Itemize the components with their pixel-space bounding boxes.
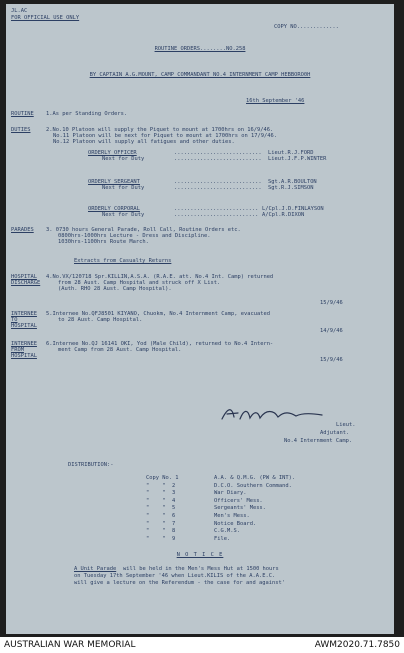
distribution-recipient: File. (214, 535, 231, 542)
copy-number: COPY NO............. (274, 24, 339, 30)
roster-dots: ........................... (174, 156, 262, 162)
casualty-line: (Auth. RHO 28 Aust. Camp Hospital). (58, 286, 172, 292)
roster-next-label: Next for Duty (102, 156, 145, 162)
casualty-line: from 28 Aust. Camp Hospital and struck off X List. (58, 280, 221, 286)
roster-role: ORDERLY CORPORAL (88, 206, 140, 212)
distribution-copy: " " 4 (146, 497, 176, 504)
casualty-line: 5.Internee No.QFJ8501 KIYANO, Chuokm, No.4 Internment Camp, evacuated (46, 311, 270, 317)
parades-line: 3. 0730 hours General Parade, Roll Call, Routine Orders etc. (46, 227, 241, 233)
roster-next: A/Cpl.R.DIXON (262, 212, 305, 218)
notice-lead: A Unit Parade (74, 566, 117, 572)
casualty-date: 15/9/46 (320, 300, 343, 306)
doc-ref: JL.AC (11, 8, 28, 14)
roster-dots: .......................... (174, 212, 259, 218)
roster-next-label: Next for Duty (102, 185, 145, 191)
signature-unit: No.4 Internment Camp. (284, 438, 353, 444)
duties-line: No.12 Platoon will supply all fatigues and other duties. (53, 139, 235, 145)
distribution-copy: " " 5 (146, 505, 176, 512)
distribution-recipient: D.C.O. Southern Command. (214, 482, 292, 489)
notice-line: will be held in the Men's Mess Hut at 1500 hours (123, 566, 279, 572)
roster-next: Lieut.J.F.P.WINTER (268, 156, 327, 162)
parades-line: 0800hrs-1000hrs Lecture - Dress and Discipline. (58, 233, 211, 239)
distribution-copy: " " 3 (146, 490, 176, 497)
casualty-label: HOSPITAL (11, 323, 37, 329)
signature-role: Adjutant. (320, 430, 350, 436)
roster-dots: ........................... (174, 179, 262, 185)
doc-date: 16th September '46 (246, 98, 305, 104)
casualty-date: 14/9/46 (320, 328, 343, 334)
document-page (6, 4, 394, 634)
doc-subtitle: BY CAPTAIN A.G.MOUNT, CAMP COMMANDANT NO.4 INTERNMENT CAMP HEBBORO0H (89, 72, 311, 78)
distribution-copy: Copy No. 1 (146, 475, 179, 481)
casualty-label: TO (11, 317, 18, 323)
distribution-recipient: C.G.M.S. (214, 528, 240, 535)
footer-accession: AWM2020.71.7850 (314, 640, 400, 650)
distribution-recipient: Notice Board. (214, 520, 257, 527)
routine-text: 1.As per Standing Orders. (46, 111, 128, 117)
notice-line: will give a lecture on the Referendum - the case for and against' (74, 580, 285, 586)
roster-dots: ........................... (174, 150, 262, 156)
roster-next: Sgt.R.J.SIMSON (268, 185, 314, 191)
section-label-duties: DUTIES (11, 127, 31, 133)
distribution-recipient: A.A. & Q.M.G. (PW & INT). (214, 475, 296, 481)
footer-source: AUSTRALIAN WAR MEMORIAL (4, 640, 136, 650)
roster-duty: L/Cpl.J.D.FINLAYSON (262, 206, 324, 212)
distribution-recipient: Sergeants' Mess. (214, 505, 266, 512)
casualty-label: DISCHARGE (11, 280, 41, 286)
parades-line: 1030hrs-1100hrs Route March. (58, 239, 149, 245)
casualty-label: HOSPITAL (11, 353, 37, 359)
section-label-routine: ROUTINE (11, 111, 34, 117)
distribution-copy: " " 8 (146, 528, 176, 535)
archive-footer (0, 637, 404, 653)
casualty-label: HOSPITAL (11, 274, 37, 280)
duties-line: 2.No.10 Platoon will supply the Piquet to mount at 1700hrs on 16/9/46. (46, 127, 274, 133)
casualty-label: INTERNEE (11, 341, 37, 347)
casualty-line: ment Camp from 28 Aust. Camp Hospital. (58, 347, 182, 353)
casualty-label: FROM (11, 347, 24, 353)
distribution-label: DISTRIBUTION:- (68, 462, 114, 468)
casualty-line: to 28 Aust. Camp Hospital. (58, 317, 143, 323)
casualty-label: INTERNEE (11, 311, 37, 317)
security-marking: FOR OFFICIAL USE ONLY (11, 15, 80, 21)
casualty-line: 6.Internee No.QJ 16141 OKI, Yod (Male Child), returned to No.4 Intern- (46, 341, 274, 347)
casualty-line: 4.No.VX/120718 Spr.KILLIN,A.S.A. (R.A.E. att. No.4 Int. Camp) returned (46, 274, 274, 280)
roster-dots: .......................... (174, 206, 259, 212)
section-label-parades: PARADES (11, 227, 34, 233)
distribution-copy: " " 6 (146, 513, 176, 519)
notice-line: on Tuesday 17th September '46 when Lieut.KILIS of the A.A.E.C. (74, 573, 276, 579)
casualty-date: 15/9/46 (320, 357, 343, 363)
roster-duty: Sgt.A.R.BOULTON (268, 179, 317, 185)
roster-role: ORDERLY OFFICER (88, 150, 137, 156)
distribution-copy: " " 9 (146, 535, 176, 542)
distribution-recipient: War Diary. (214, 490, 247, 497)
casualty-heading: Extracts from Casualty Returns (74, 258, 172, 264)
distribution-copy: " " 7 (146, 520, 176, 527)
distribution-copy: " " 2 (146, 482, 176, 489)
distribution-recipient: Officers' Mess. (214, 497, 263, 504)
notice-heading: N O T I C E (176, 552, 224, 558)
duties-line: No.11 Platoon will be next for Piquet to mount at 1700hrs on 17/9/46. (53, 133, 277, 139)
roster-role: ORDERLY SERGEANT (88, 179, 140, 185)
signature-rank: Lieut. (336, 422, 356, 428)
distribution-recipient: Men's Mess. (214, 513, 250, 519)
roster-dots: ........................... (174, 185, 262, 191)
doc-title: ROUTINE ORDERS........NO.258 (154, 46, 246, 52)
roster-duty: Lieut.R.J.FORD (268, 150, 314, 156)
handwritten-signature (218, 403, 328, 425)
roster-next-label: Next for Duty (102, 212, 145, 218)
